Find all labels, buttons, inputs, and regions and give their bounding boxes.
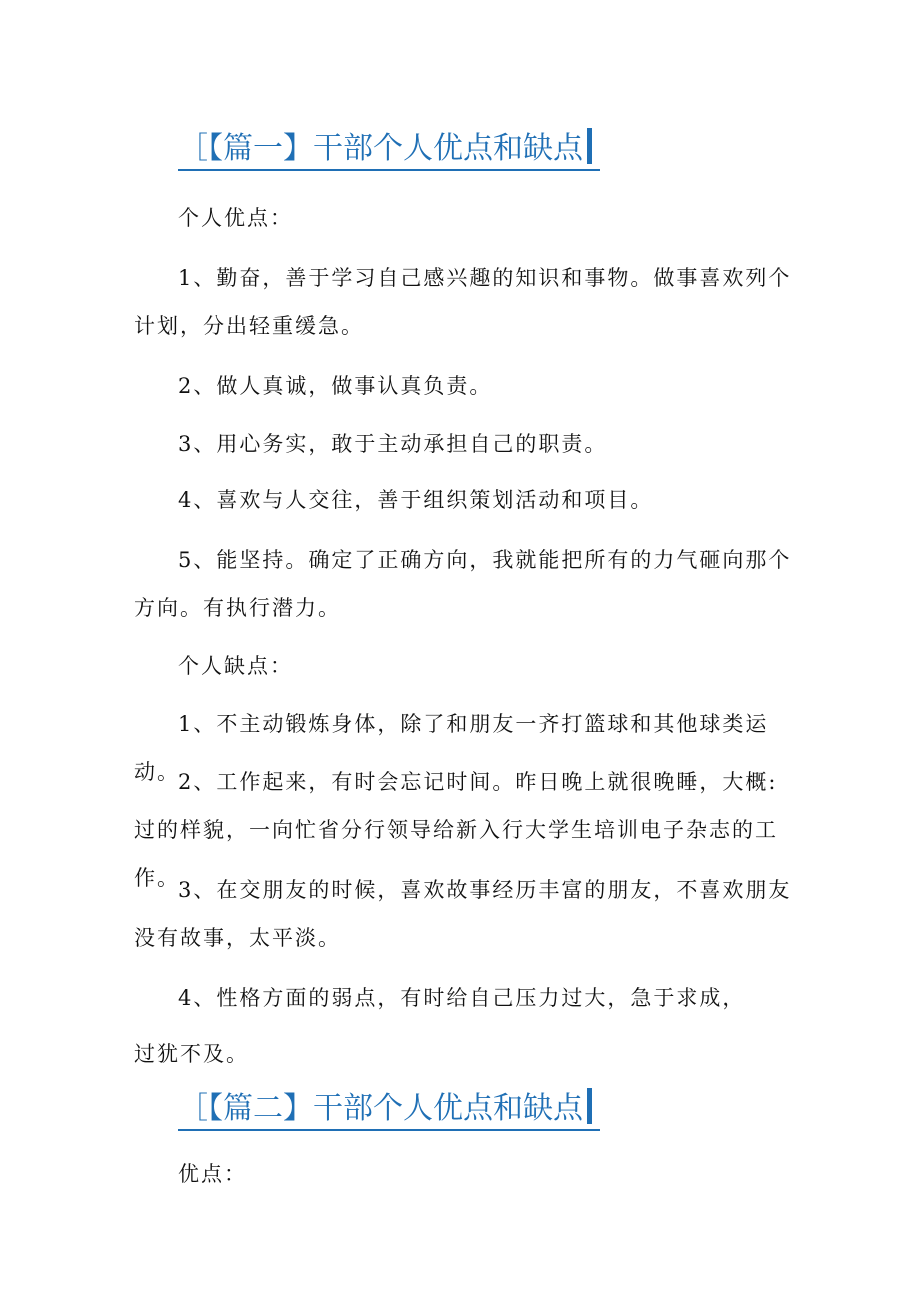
strength-item-1: 1、勤奋，善于学习自己感兴趣的知识和事物。做事喜欢列个计划，分出轻重缓急。 xyxy=(134,266,792,338)
weakness-item-4-continued: 过犹不及。 xyxy=(134,1042,249,1066)
section-heading-2[interactable] xyxy=(178,1088,600,1131)
weakness-item-3: 3、在交朋友的时候，喜欢故事经历丰富的朋友，不喜欢朋友没有故事，太平淡。 xyxy=(134,878,792,950)
weaknesses-label: 个人缺点： xyxy=(178,654,293,678)
section-heading-1[interactable] xyxy=(178,128,600,171)
section-heading-1-text: ［【篇一】干部个人优点和缺点 xyxy=(178,131,583,166)
strength-item-2: 2、做人真诚，做事认真负责。 xyxy=(178,374,493,398)
strength-item-4: 4、喜欢与人交往，善于组织策划活动和项目。 xyxy=(178,488,654,512)
weakness-item-2: 2、工作起来，有时会忘记时间。昨日晚上就很晚睡，大概:过的样貌，一向忙省分行领导给新入行大学生培训电子杂志的工作。 xyxy=(134,770,778,890)
strength-item-5: 5、能坚持。确定了正确方向，我就能把所有的力气砸向那个方向。有执行潜力。 xyxy=(134,548,792,620)
strength-item-3: 3、用心务实，敢于主动承担自己的职责。 xyxy=(178,432,608,456)
weakness-item-4: 4、性格方面的弱点，有时给自己压力过大，急于求成， xyxy=(178,986,746,1010)
heading-marker-bar xyxy=(587,128,592,164)
strengths-label: 个人优点： xyxy=(178,206,293,230)
weakness-item-1: 1、不主动锻炼身体，除了和朋友一齐打篮球和其他球类运动。 xyxy=(134,712,769,784)
heading-marker-bar xyxy=(587,1088,592,1124)
section-heading-2-text: ［【篇二】干部个人优点和缺点 xyxy=(178,1091,583,1126)
section2-strengths-label: 优点： xyxy=(178,1162,247,1186)
